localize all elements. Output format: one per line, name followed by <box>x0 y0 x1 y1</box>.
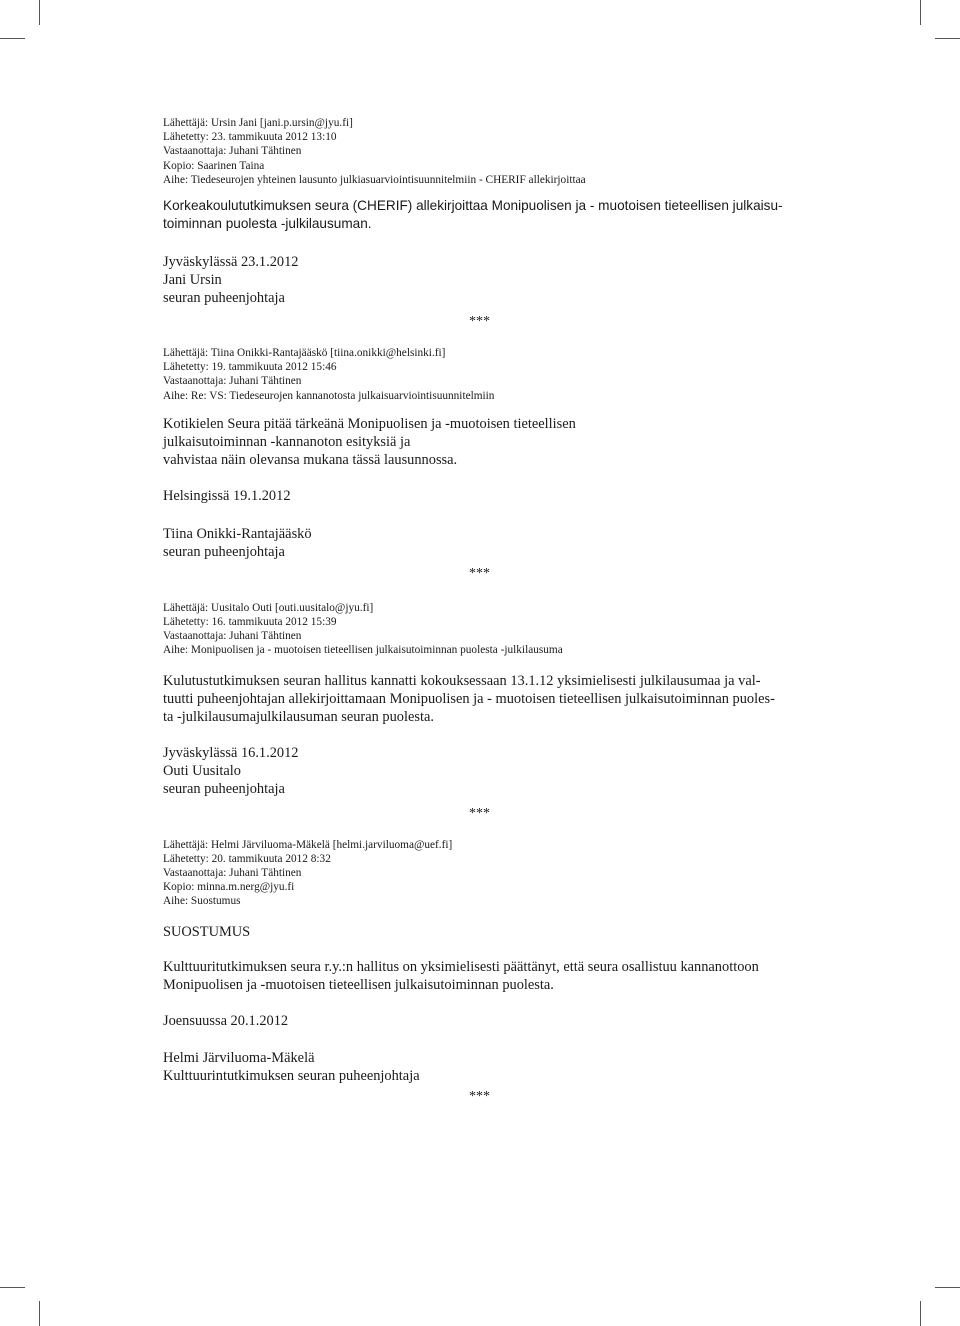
email-header <box>163 346 813 403</box>
email-header <box>163 116 813 187</box>
crop-mark-top-right <box>920 0 921 25</box>
header-sent: Lähetetty: 20. tammikuuta 2012 8:32 <box>163 852 331 865</box>
signature-name: Outi Uusitalo <box>163 762 241 779</box>
signature-block <box>163 253 813 307</box>
crop-mark-top-left <box>39 0 40 25</box>
signature-block <box>163 525 813 561</box>
signature-block <box>163 1049 813 1085</box>
email-header <box>163 601 813 658</box>
place-date: Helsingissä 19.1.2012 <box>163 487 291 504</box>
section-heading: SUOSTUMUS <box>163 923 251 940</box>
header-from: Lähettäjä: Helmi Järviluoma-Mäkelä [helmi.jarviluoma@uef.fi] <box>163 838 453 851</box>
header-from: Lähettäjä: Tiina Onikki-Rantajääskö [tiina.onikki@helsinki.fi] <box>163 347 446 360</box>
header-sent: Lähetetty: 23. tammikuuta 2012 13:10 <box>163 131 337 144</box>
header-to: Vastaanottaja: Juhani Tähtinen <box>163 375 302 388</box>
body-line: vahvistaa näin olevansa mukana tässä lausunnossa. <box>163 451 458 468</box>
signature-name: Jani Ursin <box>163 272 222 289</box>
header-sent: Lähetetty: 19. tammikuuta 2012 15:46 <box>163 361 337 374</box>
email-body <box>163 415 813 469</box>
header-subject: Aihe: Suostumus <box>163 895 241 908</box>
body-line: tuutti puheenjohtajan allekirjoittamaan Monipuolisen ja - muotoisen tieteellisen julkaisutoiminnan puoles- <box>163 690 775 707</box>
body-line: Kulutustutkimuksen seuran hallitus kannatti kokouksessaan 13.1.12 yksimielisesti julkilausumaa ja val- <box>163 672 761 689</box>
place-date: Joensuussa 20.1.2012 <box>163 1012 289 1029</box>
email-section-kulttuurintutkimus: Lähettäjä: Helmi Järviluoma-Mäkelä [helmi.jarviluoma@uef.fi] Lähetetty: 20. tammikuuta 2012 8:32 Vastaanottaja: Juhani Tähtinen Kopio: minna.m.nerg@jyu.fi Aihe: Suostumus SUOSTUMUS Kulttuuritutkimuksen seura r.y.:n hallitus on yksimielisesti päättänyt, että seura osallistuu kannanottoon Monipuolisen ja -muotoisen tieteellisen julkaisutoiminnan puolesta. Joensuussa 20.1.2012 Helmi Järviluoma-Mäkelä Kulttuurintutkimuksen seuran puheenjohtaja *** <box>163 838 813 1085</box>
signature-title: Kulttuurintutkimuksen seuran puheenjohtaja <box>163 1067 420 1084</box>
header-to: Vastaanottaja: Juhani Tähtinen <box>163 867 302 880</box>
signature-date: Jyväskylässä 23.1.2012 <box>163 254 299 271</box>
body-line: toiminnan puolesta -julkilausuman. <box>163 216 372 232</box>
email-header <box>163 838 813 909</box>
body-line: Monipuolisen ja -muotoisen tieteellisen julkaisutoiminnan puolesta. <box>163 976 554 993</box>
header-to: Vastaanottaja: Juhani Tähtinen <box>163 145 302 158</box>
signature-title: seuran puheenjohtaja <box>163 543 285 560</box>
header-subject: Aihe: Monipuolisen ja - muotoisen tieteellisen julkaisutoiminnan puolesta -julkilausuma <box>163 644 563 657</box>
crop-mark-bottom-right <box>920 1301 921 1326</box>
crop-mark-top-right-h <box>935 38 960 39</box>
email-section-cherif: Lähettäjä: Ursin Jani [jani.p.ursin@jyu.fi] Lähetetty: 23. tammikuuta 2012 13:10 Vastaanottaja: Juhani Tähtinen Kopio: Saarinen Taina Aihe: Tiedeseurojen yhteinen lausunto julkiasuarviointisuunnitelmiin - CHERIF allekirjoittaa Korkeakoulututkimuksen seura (CHERIF) allekirjoittaa Monipuolisen ja - muotoisen tieteellisen julkaisu- toiminnan puolesta -julkilausuman. Jyväskylässä 23.1.2012 Jani Ursin seuran puheenjohtaja *** <box>163 116 813 307</box>
header-cc: Kopio: minna.m.nerg@jyu.fi <box>163 881 295 894</box>
crop-mark-bottom-right-h <box>935 1287 960 1288</box>
body-line: Kotikielen Seura pitää tärkeänä Monipuolisen ja -muotoisen tieteellisen <box>163 415 576 432</box>
email-body <box>163 958 813 994</box>
email-section-kulutustutkimus: Lähettäjä: Uusitalo Outi [outi.uusitalo@jyu.fi] Lähetetty: 16. tammikuuta 2012 15:39 Vastaanottaja: Juhani Tähtinen Aihe: Monipuolisen ja - muotoisen tieteellisen julkaisutoiminnan puolesta -julkilausuma Kulutustutkimuksen seuran hallitus kannatti kokouksessaan 13.1.12 yksimielisesti julkilausumaa ja val- tuutti puheenjohtajan allekirjoittamaan Monipuolisen ja - muotoisen tieteellisen julkaisutoiminnan puoles- ta -julkilausumajulkilausuman seuran puolesta. Jyväskylässä 16.1.2012 Outi Uusitalo seuran puheenjohtaja *** <box>163 601 813 798</box>
header-subject: Aihe: Re: VS: Tiedeseurojen kannanotosta julkaisuarviointisuunnitelmiin <box>163 389 495 402</box>
body-line: Korkeakoulututkimuksen seura (CHERIF) allekirjoittaa Monipuolisen ja - muotoisen tieteellisen julkaisu- <box>163 198 783 214</box>
signature-name: Helmi Järviluoma-Mäkelä <box>163 1049 315 1066</box>
signature-title: seuran puheenjohtaja <box>163 780 285 797</box>
signature-block <box>163 744 813 798</box>
signature-date: Jyväskylässä 16.1.2012 <box>163 744 299 761</box>
document-page <box>163 116 813 1104</box>
header-sent: Lähetetty: 16. tammikuuta 2012 15:39 <box>163 616 337 629</box>
body-line: Kulttuuritutkimuksen seura r.y.:n hallitus on yksimielisesti päättänyt, että seura osallistuu kannanottoon <box>163 958 759 975</box>
body-line: ta -julkilausumajulkilausuman seuran puolesta. <box>163 708 434 725</box>
header-subject: Aihe: Tiedeseurojen yhteinen lausunto julkiasuarviointisuunnitelmiin - CHERIF allekirjoittaa <box>163 173 586 186</box>
signature-title: seuran puheenjohtaja <box>163 290 285 307</box>
crop-mark-bottom-left-h <box>0 1287 25 1288</box>
header-from: Lähettäjä: Uusitalo Outi [outi.uusitalo@jyu.fi] <box>163 601 374 614</box>
crop-mark-top-left-h <box>0 38 25 39</box>
header-to: Vastaanottaja: Juhani Tähtinen <box>163 630 302 643</box>
header-cc: Kopio: Saarinen Taina <box>163 159 265 172</box>
crop-mark-bottom-left <box>39 1301 40 1326</box>
email-body <box>163 672 813 726</box>
body-line: julkaisutoiminnan -kannanoton esityksiä ja <box>163 433 411 450</box>
header-from: Lähettäjä: Ursin Jani [jani.p.ursin@jyu.fi] <box>163 117 353 129</box>
email-body <box>163 197 813 233</box>
signature-name: Tiina Onikki-Rantajääskö <box>163 525 312 542</box>
email-section-kotikielen-seura: Lähettäjä: Tiina Onikki-Rantajääskö [tiina.onikki@helsinki.fi] Lähetetty: 19. tammikuuta 2012 15:46 Vastaanottaja: Juhani Tähtinen Aihe: Re: VS: Tiedeseurojen kannanotosta julkaisuarviointisuunnitelmiin Kotikielen Seura pitää tärkeänä Monipuolisen ja -muotoisen tieteellisen julkaisutoiminnan -kannanoton esityksiä ja vahvistaa näin olevansa mukana tässä lausunnossa. Helsingissä 19.1.2012 Tiina Onikki-Rantajääskö seuran puheenjohtaja *** <box>163 346 813 561</box>
